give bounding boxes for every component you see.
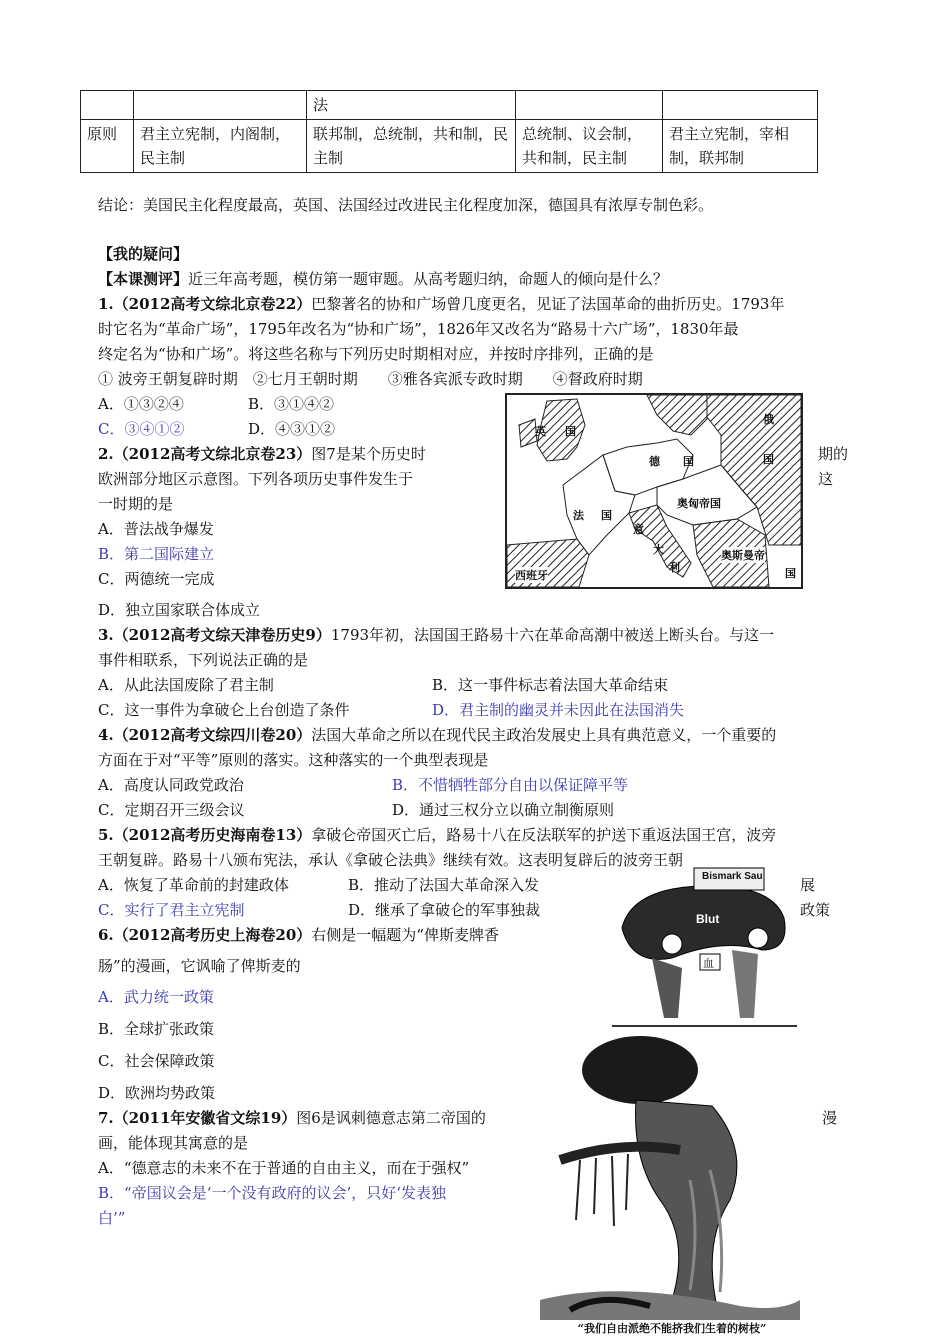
q2-stem-end: 期的 — [818, 445, 849, 463]
q3-option-c: C．这一事件为拿破仑上台创造了条件 — [98, 701, 350, 719]
map-label-italy-1: 意 — [633, 523, 644, 536]
my-questions-heading: 【我的疑问】 — [98, 245, 189, 263]
q1-option-a: A．①③②④ — [98, 395, 184, 413]
q3-option-a: A．从此法国废除了君主制 — [98, 676, 274, 694]
q5-option-b: B．推动了法国大革命深入发 — [348, 876, 540, 894]
q1-stem: 1.（2012高考文综北京卷22）巴黎著名的协和广场曾几度更名，见证了法国革命的曲折历史。1793年 — [98, 295, 785, 313]
conclusion: 结论：美国民主化程度最高，英国、法国经过改进民主化程度加深，德国具有浓厚专制色彩。 — [98, 196, 714, 214]
map-label-ottoman: 奥斯曼帝 — [721, 549, 765, 562]
q5-stem-2: 王朝复辟。路易十八颁布宪法，承认《拿破仑法典》继续有效。这表明复辟后的波旁王朝 — [98, 851, 684, 869]
q1-stem-2: 时它名为“革命广场”，1795年改名为“协和广场”，1826年又改名为“路易十六广场”，1830年最 — [98, 320, 739, 338]
q3-stem: 3.（2012高考文综天津卷历史9）1793年初，法国国王路易十六在革命高潮中被送上断头台。与这一 — [98, 626, 775, 644]
q2-stem-3: 一时期的是 — [98, 495, 174, 513]
tree-cartoon — [540, 1030, 800, 1340]
q6-option-a: A．武力统一政策 — [98, 988, 214, 1006]
q6-option-b: B．全球扩张政策 — [98, 1020, 215, 1038]
map-label-france-2: 国 — [601, 509, 612, 522]
q2-option-a: A．普法战争爆发 — [98, 520, 214, 538]
map-label-russia-2: 国 — [763, 453, 774, 466]
comparison-table — [80, 90, 818, 173]
table-row — [81, 91, 818, 120]
q6-option-d: D．欧洲均势政策 — [98, 1084, 216, 1102]
table-cell: 总统制、议会制，共和制，民主制 — [516, 120, 663, 173]
q2-stem-2: 欧洲部分地区示意图。下列各项历史事件发生于 — [98, 470, 414, 488]
table-cell — [516, 91, 663, 120]
test-heading: 【本课测评】近三年高考题，模仿第一题审题。从高考题归纳，命题人的倾向是什么？ — [98, 270, 669, 288]
table-cell — [663, 91, 818, 120]
cartoon-sign-text: Bismark Sau — [702, 871, 763, 882]
q5-option-b-end: 展 — [800, 876, 816, 894]
q7-stem-2: 画，能体现其寓意的是 — [98, 1134, 249, 1152]
table-cell: 君主立宪制，宰相制，联邦制 — [663, 120, 818, 173]
q2-option-b: B．第二国际建立 — [98, 545, 215, 563]
q4-option-d: D．通过三权分立以确立制衡原则 — [392, 801, 615, 819]
q1-option-d: D．④③①② — [248, 420, 336, 438]
table-row — [81, 120, 818, 173]
table-cell: 联邦制，总统制，共和制，民主制 — [307, 120, 516, 173]
europe-map — [505, 393, 803, 589]
map-label-uk-2: 国 — [565, 425, 576, 438]
map-label-italy-3: 利 — [669, 561, 680, 574]
q5-option-d-end: 政策 — [800, 901, 831, 919]
q7-option-b: B．“帝国议会是‘一个没有政府的议会’，只好‘发表独 — [98, 1184, 446, 1202]
map-label-germany-2: 国 — [683, 455, 694, 468]
table-cell — [81, 91, 134, 120]
q1-periods: ① 波旁王朝复辟时期 ②七月王朝时期 ③雅各宾派专政时期 ④督政府时期 — [98, 370, 643, 388]
cartoon-tag-text: 血 — [703, 957, 714, 970]
q6-stem: 6.（2012高考历史上海卷20）右侧是一幅题为“俾斯麦牌香 — [98, 926, 499, 944]
q4-stem-2: 方面在于对“平等”原则的落实。这种落实的一个典型表现是 — [98, 751, 489, 769]
q5-option-c: C．实行了君主立宪制 — [98, 901, 245, 919]
q3-option-b: B．这一事件标志着法国大革命结束 — [432, 676, 669, 694]
q2-stem-2-end: 这 — [818, 470, 834, 488]
q5-option-a: A．恢复了革命前的封建政体 — [98, 876, 289, 894]
map-label-russia-1: 俄 — [763, 413, 774, 426]
cartoon-drawing — [612, 858, 797, 1030]
q4-option-a: A．高度认同政党政治 — [98, 776, 244, 794]
q2-option-d: D．独立国家联合体成立 — [98, 601, 261, 619]
q5-stem: 5.（2012高考历史海南卷13）拿破仑帝国灭亡后，路易十八在反法联军的护送下重返法国王宫，波旁 — [98, 826, 777, 844]
q7-stem: 7.（2011年安徽省文综19）图6是讽刺德意志第二帝国的 — [98, 1109, 486, 1127]
map-label-spain: 西班牙 — [515, 569, 548, 582]
tree-drawing — [540, 1030, 800, 1340]
q4-option-b: B．不惜牺牲部分自由以保证障平等 — [392, 776, 629, 794]
table-cell: 君主立宪制，内阁制，民主制 — [134, 120, 307, 173]
q7-option-b-cont: 白’” — [98, 1209, 126, 1227]
table-cell: 法 — [307, 91, 516, 120]
map-label-france-1: 法 — [573, 509, 584, 522]
q2-option-c: C．两德统一完成 — [98, 570, 215, 588]
q7-option-a: A．“德意志的未来不在于普通的自由主义，而在于强权” — [98, 1159, 470, 1177]
map-label-ottoman-2: 国 — [785, 567, 796, 580]
q1-option-c: C．③④①② — [98, 420, 185, 438]
q3-stem-2: 事件相联系，下列说法正确的是 — [98, 651, 309, 669]
map-label-uk-1: 英 — [535, 425, 546, 438]
q4-stem: 4.（2012高考文综四川卷20）法国大革命之所以在现代民主政治发展史上具有典范意义，一个重要的 — [98, 726, 777, 744]
q2-stem: 2.（2012高考文综北京卷23）图7是某个历史时 — [98, 445, 426, 463]
table-cell — [134, 91, 307, 120]
tree-cartoon-caption: “我们自由派绝不能挤我们生着的树枝” — [577, 1322, 767, 1335]
map-label-germany-1: 德 — [649, 455, 660, 468]
bismarck-sausage-cartoon — [612, 858, 797, 1030]
q6-stem-2: 肠”的漫画，它讽喻了俾斯麦的 — [98, 957, 301, 975]
map-label-italy-2: 大 — [653, 543, 664, 556]
q6-option-c: C．社会保障政策 — [98, 1052, 215, 1070]
q4-option-c: C．定期召开三级会议 — [98, 801, 245, 819]
map-label-austria: 奥匈帝国 — [677, 497, 721, 510]
q1-stem-3: 终定名为“协和广场”。将这些名称与下列历史时期相对应，并按时序排列，正确的是 — [98, 345, 654, 363]
q3-option-d: D．君主制的幽灵并未因此在法国消失 — [432, 701, 685, 719]
cartoon-bag-text: Blut — [696, 912, 720, 926]
q7-stem-end: 漫 — [822, 1109, 838, 1127]
q1-option-b: B．③①④② — [248, 395, 335, 413]
table-cell: 原则 — [81, 120, 134, 173]
q5-option-d: D．继承了拿破仑的军事独裁 — [348, 901, 541, 919]
